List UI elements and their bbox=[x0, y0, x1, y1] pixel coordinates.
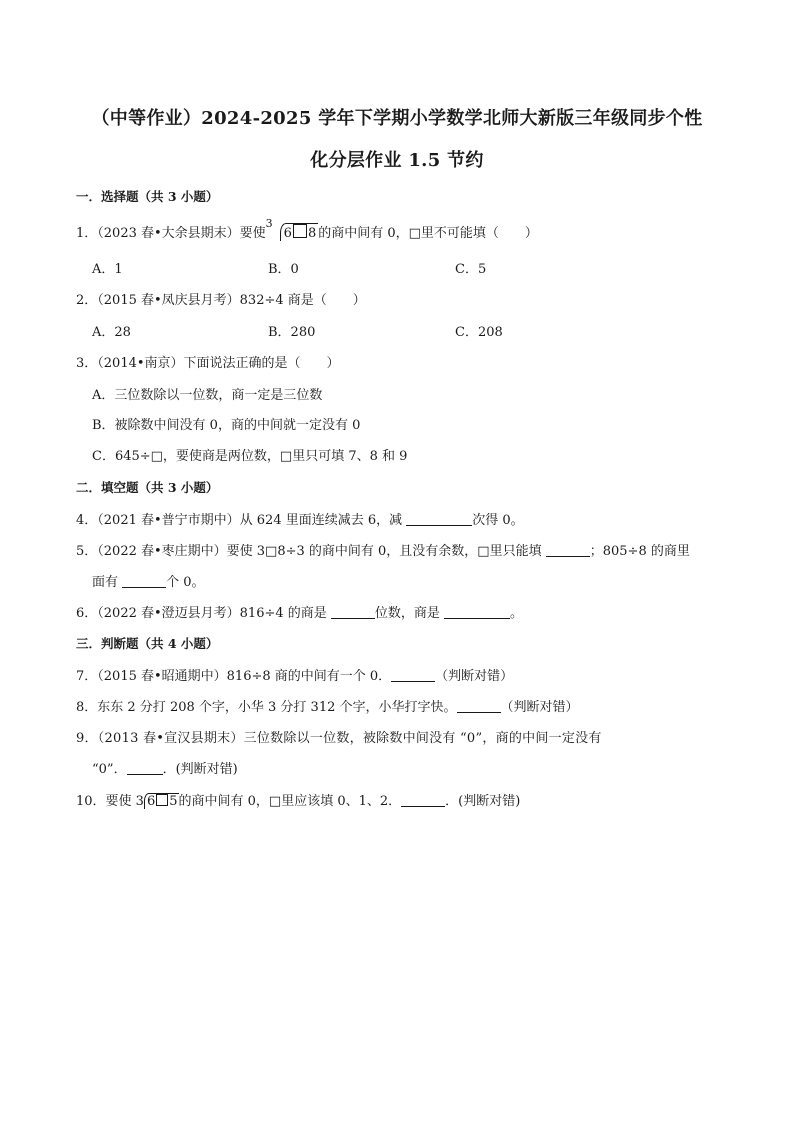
dividend-digit-1: 6 bbox=[146, 794, 156, 809]
question-4-stem-end: 次得 0。 bbox=[472, 513, 524, 528]
question-10-stem: 10．要使 3 bbox=[76, 794, 144, 809]
question-3-option-b: B．被除数中间没有 0，商的中间就一定没有 0 bbox=[92, 418, 361, 433]
question-8-stem-end: （判断对错） bbox=[500, 700, 579, 715]
section-heading-choice: 一．选择题（共 3 小题） bbox=[76, 189, 219, 204]
question-6-stem: 6．（2022 春•澄迈县月考）816÷4 的商是 bbox=[76, 606, 331, 621]
question-3: 3．（2014•南京）下面说法正确的是（ ） bbox=[76, 356, 340, 371]
question-5-line-2-end: 个 0。 bbox=[166, 575, 205, 590]
question-4 bbox=[76, 509, 524, 528]
question-7-stem: 7．（2015 春•昭通期中）816÷8 商的中间有一个 0． bbox=[76, 669, 392, 684]
question-4-stem: 4．（2021 春•普宁市期中）从 624 里面连续减去 6，减 bbox=[76, 513, 407, 528]
question-2-option-b: B．280 bbox=[268, 325, 316, 340]
question-2: 2．（2015 春•凤庆县月考）832÷4 商是（ ） bbox=[76, 293, 366, 308]
question-8 bbox=[76, 696, 579, 715]
question-1-option-c: C．5 bbox=[455, 262, 487, 277]
question-5-stem-mid: ；805÷8 的商里 bbox=[589, 544, 690, 559]
question-5 bbox=[76, 540, 690, 559]
blank-box bbox=[156, 794, 168, 806]
question-7 bbox=[76, 665, 513, 684]
answer-blank bbox=[406, 511, 472, 526]
question-1-stem-start: 1．（2023 春•大余县期末）要使 bbox=[76, 226, 266, 241]
page-title-line-2: 化分层作业 1.5 节约 bbox=[310, 150, 484, 171]
question-2-option-a: A．28 bbox=[92, 325, 131, 340]
question-2-option-c: C．208 bbox=[455, 325, 503, 340]
question-3-option-c: C．645÷□，要使商是两位数，□里只可填 7、8 和 9 bbox=[92, 449, 408, 464]
question-6-stem-mid: 位数，商是 bbox=[374, 606, 445, 621]
answer-blank bbox=[444, 604, 510, 619]
answer-blank bbox=[127, 760, 163, 775]
answer-blank bbox=[331, 604, 375, 619]
question-6 bbox=[76, 602, 523, 621]
long-division-symbol bbox=[265, 217, 319, 241]
question-10 bbox=[76, 790, 520, 809]
question-9-line-2 bbox=[92, 758, 238, 777]
question-9-line-2-end: ．(判断对错) bbox=[162, 762, 238, 777]
question-10-stem-mid: 的商中间有 0，□里应该填 0、1、2． bbox=[178, 794, 402, 809]
dividend-digit-1: 6 bbox=[283, 226, 292, 241]
section-heading-judge: 三．判断题（共 4 小题） bbox=[76, 636, 219, 651]
dividend-digit-3: 8 bbox=[307, 226, 317, 241]
question-1 bbox=[76, 217, 538, 241]
question-3-option-a: A．三位数除以一位数，商一定是三位数 bbox=[92, 388, 323, 403]
question-1-stem-end: 的商中间有 0，□里不可能填（ ） bbox=[318, 226, 538, 241]
question-9: 9．（2013 春•宣汉县期末）三位数除以一位数，被除数中间没有 “0”，商的中间一定没有 bbox=[76, 731, 602, 746]
answer-blank bbox=[546, 542, 590, 557]
answer-blank bbox=[457, 698, 501, 713]
question-9-line-2-start: “0”． bbox=[92, 762, 127, 777]
question-7-stem-end: （判断对错） bbox=[435, 669, 514, 684]
divisor: 3 bbox=[265, 217, 273, 230]
question-5-line-2 bbox=[92, 571, 205, 590]
answer-blank bbox=[401, 792, 445, 807]
question-1-option-b: B．0 bbox=[268, 262, 299, 277]
long-division-symbol bbox=[144, 793, 179, 809]
dividend-digit-3: 5 bbox=[169, 794, 178, 809]
question-1-option-a: A．1 bbox=[92, 262, 123, 277]
question-5-line-2-start: 面有 bbox=[92, 575, 123, 590]
answer-blank bbox=[391, 667, 435, 682]
page-title-line-1: （中等作业）2024-2025 学年下学期小学数学北师大新版三年级同步个性 bbox=[91, 108, 703, 129]
question-8-stem: 8．东东 2 分打 208 个字，小华 3 分打 312 个字，小华打字快。 bbox=[76, 700, 457, 715]
question-10-stem-end: ．(判断对错) bbox=[445, 794, 521, 809]
section-heading-fill: 二．填空题（共 3 小题） bbox=[76, 480, 219, 495]
answer-blank bbox=[122, 573, 166, 588]
blank-box bbox=[293, 224, 307, 238]
question-5-stem: 5．（2022 春•枣庄期中）要使 3□8÷3 的商中间有 0，且没有余数，□里只能填 bbox=[76, 544, 546, 559]
question-6-stem-end: 。 bbox=[510, 606, 524, 621]
